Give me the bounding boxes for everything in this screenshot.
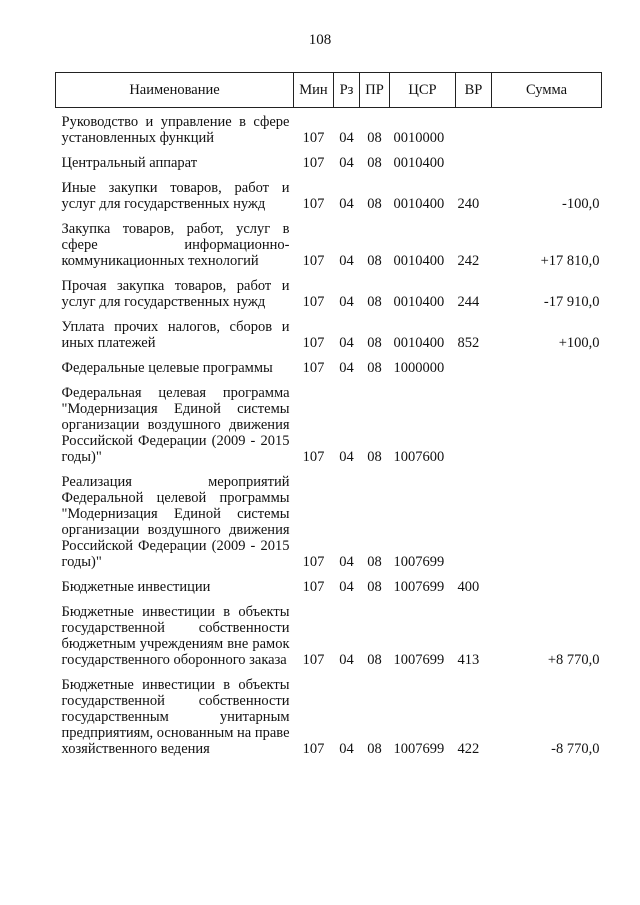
row-csr: 1007600 xyxy=(393,449,445,465)
header-name: Наименование xyxy=(56,73,294,108)
header-sum: Сумма xyxy=(492,73,602,108)
row-pr: 08 xyxy=(367,652,382,668)
table-row xyxy=(56,272,602,313)
row-rz: 04 xyxy=(339,652,354,668)
row-pr: 08 xyxy=(367,294,382,310)
row-pr: 08 xyxy=(367,130,382,146)
row-vr: 244 xyxy=(457,294,480,310)
row-csr: 1007699 xyxy=(393,652,445,668)
header-csr: ЦСР xyxy=(390,73,456,108)
row-pr: 08 xyxy=(367,335,382,351)
row-vr: 413 xyxy=(457,652,480,668)
table-row xyxy=(56,174,602,215)
row-vr: 240 xyxy=(457,196,480,212)
row-rz: 04 xyxy=(339,335,354,351)
row-rz: 04 xyxy=(339,294,354,310)
row-sum: +100,0 xyxy=(558,335,600,351)
row-sum: +17 810,0 xyxy=(540,253,600,269)
row-name: Бюджетные инвестиции в объекты государственной собственности бюджетным учреждениям вне рамок государственного оборонного заказа xyxy=(61,604,290,668)
row-vr: 852 xyxy=(457,335,480,351)
table-row xyxy=(56,671,602,760)
row-sum: +8 770,0 xyxy=(547,652,600,668)
row-name: Бюджетные инвестиции в объекты государственной собственности государственным унитарным предприятиям, основанным на праве хозяйственного ведения xyxy=(61,677,290,757)
row-name: Бюджетные инвестиции xyxy=(61,579,211,595)
row-rz: 04 xyxy=(339,360,354,376)
row-csr: 0010000 xyxy=(393,130,445,146)
table-body xyxy=(56,108,602,761)
row-min: 107 xyxy=(302,554,325,570)
row-rz: 04 xyxy=(339,741,354,757)
row-min: 107 xyxy=(302,130,325,146)
row-vr xyxy=(456,354,492,379)
row-pr: 08 xyxy=(367,360,382,376)
row-sum xyxy=(492,108,602,150)
row-rz: 04 xyxy=(339,579,354,595)
row-sum: -100,0 xyxy=(562,196,600,212)
row-vr xyxy=(456,379,492,468)
row-csr: 1007699 xyxy=(393,579,445,595)
row-vr xyxy=(456,468,492,573)
row-vr xyxy=(456,108,492,150)
header-rz: Рз xyxy=(334,73,360,108)
row-min: 107 xyxy=(302,294,325,310)
row-vr: 400 xyxy=(457,579,480,595)
row-csr: 1007699 xyxy=(393,741,445,757)
row-csr: 0010400 xyxy=(393,253,445,269)
row-name: Закупка товаров, работ, услуг в сфере информационно-коммуникационных технологий xyxy=(61,221,290,269)
row-min: 107 xyxy=(302,360,325,376)
row-pr: 08 xyxy=(367,196,382,212)
row-csr: 0010400 xyxy=(393,155,445,171)
row-min: 107 xyxy=(302,579,325,595)
row-rz: 04 xyxy=(339,449,354,465)
row-name: Федеральные целевые программы xyxy=(61,360,273,376)
row-pr: 08 xyxy=(367,579,382,595)
table-header xyxy=(56,73,602,108)
row-sum xyxy=(492,468,602,573)
budget-table xyxy=(55,72,602,760)
row-min: 107 xyxy=(302,155,325,171)
row-min: 107 xyxy=(302,652,325,668)
row-name: Иные закупки товаров, работ и услуг для государственных нужд xyxy=(61,180,290,212)
header-pr: ПР xyxy=(360,73,390,108)
row-min: 107 xyxy=(302,196,325,212)
row-csr: 0010400 xyxy=(393,335,445,351)
row-csr: 1000000 xyxy=(393,360,445,376)
header-min: Мин xyxy=(294,73,334,108)
row-sum xyxy=(492,379,602,468)
row-min: 107 xyxy=(302,253,325,269)
row-vr xyxy=(456,149,492,174)
header-vr: ВР xyxy=(456,73,492,108)
row-name: Уплата прочих налогов, сборов и иных платежей xyxy=(61,319,290,351)
row-sum xyxy=(492,573,602,598)
row-sum xyxy=(492,149,602,174)
row-name: Реализация мероприятий Федеральной целевой программы "Модернизация Единой системы организации воздушного движения Российской Федерации (2009 - 2015 годы)" xyxy=(61,474,290,570)
row-sum xyxy=(492,354,602,379)
row-rz: 04 xyxy=(339,554,354,570)
table-row xyxy=(56,313,602,354)
row-pr: 08 xyxy=(367,741,382,757)
table-row xyxy=(56,379,602,468)
table-row xyxy=(56,598,602,671)
row-min: 107 xyxy=(302,449,325,465)
row-min: 107 xyxy=(302,741,325,757)
row-vr: 242 xyxy=(457,253,480,269)
row-pr: 08 xyxy=(367,449,382,465)
table-row xyxy=(56,573,602,598)
row-min: 107 xyxy=(302,335,325,351)
table-row xyxy=(56,468,602,573)
row-name: Прочая закупка товаров, работ и услуг для государственных нужд xyxy=(61,278,290,310)
row-pr: 08 xyxy=(367,155,382,171)
row-name: Федеральная целевая программа "Модернизация Единой системы организации воздушного движения Российской Федерации (2009 - 2015 годы)" xyxy=(61,385,290,465)
row-rz: 04 xyxy=(339,155,354,171)
table-row xyxy=(56,354,602,379)
row-name: Центральный аппарат xyxy=(61,155,198,171)
row-sum: -8 770,0 xyxy=(551,741,600,757)
table-row xyxy=(56,215,602,272)
page-number: 108 xyxy=(308,32,332,48)
row-rz: 04 xyxy=(339,130,354,146)
row-vr: 422 xyxy=(457,741,480,757)
row-rz: 04 xyxy=(339,253,354,269)
row-csr: 1007699 xyxy=(393,554,445,570)
row-pr: 08 xyxy=(367,554,382,570)
row-pr: 08 xyxy=(367,253,382,269)
row-name: Руководство и управление в сфере установленных функций xyxy=(61,114,290,146)
row-rz: 04 xyxy=(339,196,354,212)
table-row xyxy=(56,149,602,174)
row-sum: -17 910,0 xyxy=(543,294,600,310)
row-csr: 0010400 xyxy=(393,294,445,310)
table-row xyxy=(56,108,602,150)
row-csr: 0010400 xyxy=(393,196,445,212)
